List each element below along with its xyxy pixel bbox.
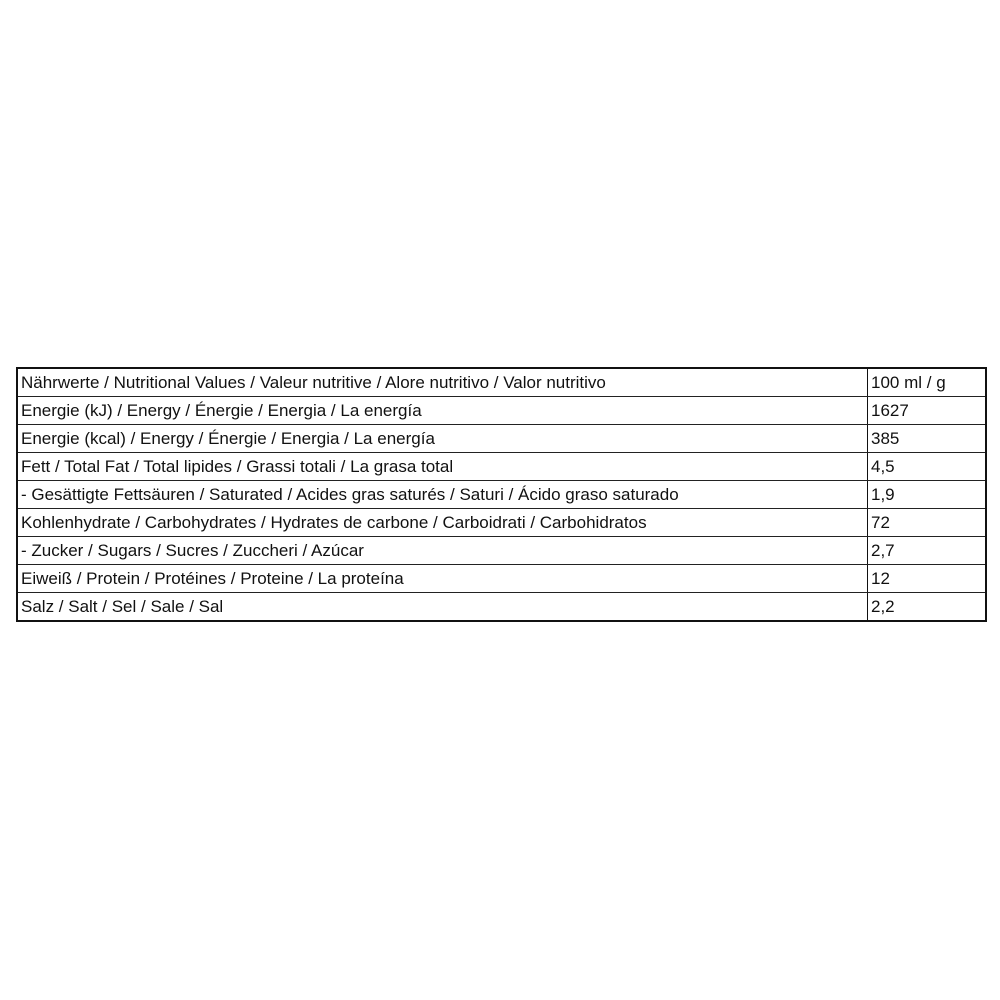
table-row-sugars: [17, 537, 986, 565]
table-row-protein: [17, 565, 986, 593]
table-row-carbohydrates: [17, 509, 986, 537]
nutrition-table: [16, 367, 987, 622]
row-label-cell: Energie (kcal) / Energy / Énergie / Energia / La energía: [17, 425, 868, 453]
row-value-cell: 1627: [868, 397, 987, 425]
row-label-cell: Fett / Total Fat / Total lipides / Grassi totali / La grasa total: [17, 453, 868, 481]
row-value-cell: 4,5: [868, 453, 987, 481]
table-row-salt: [17, 593, 986, 622]
table-row-energy-kcal: [17, 425, 986, 453]
row-label-cell: Energie (kJ) / Energy / Énergie / Energia / La energía: [17, 397, 868, 425]
row-label-cell: - Zucker / Sugars / Sucres / Zuccheri / Azúcar: [17, 537, 868, 565]
table-row-energy-kj: [17, 397, 986, 425]
row-value-cell: 1,9: [868, 481, 987, 509]
header-label-cell: Nährwerte / Nutritional Values / Valeur nutritive / Alore nutritivo / Valor nutritivo: [17, 368, 868, 397]
row-label-cell: Kohlenhydrate / Carbohydrates / Hydrates de carbone / Carboidrati / Carbohidratos: [17, 509, 868, 537]
table-row-fat: [17, 453, 986, 481]
table-header-row: [17, 368, 986, 397]
row-label-cell: Salz / Salt / Sel / Sale / Sal: [17, 593, 868, 622]
row-value-cell: 72: [868, 509, 987, 537]
row-label-cell: Eiweiß / Protein / Protéines / Proteine / La proteína: [17, 565, 868, 593]
table-row-saturated-fat: [17, 481, 986, 509]
row-label-cell: - Gesättigte Fettsäuren / Saturated / Acides gras saturés / Saturi / Ácido graso saturado: [17, 481, 868, 509]
row-value-cell: 2,7: [868, 537, 987, 565]
row-value-cell: 2,2: [868, 593, 987, 622]
row-value-cell: 385: [868, 425, 987, 453]
row-value-cell: 12: [868, 565, 987, 593]
header-unit-cell: 100 ml / g: [868, 368, 987, 397]
